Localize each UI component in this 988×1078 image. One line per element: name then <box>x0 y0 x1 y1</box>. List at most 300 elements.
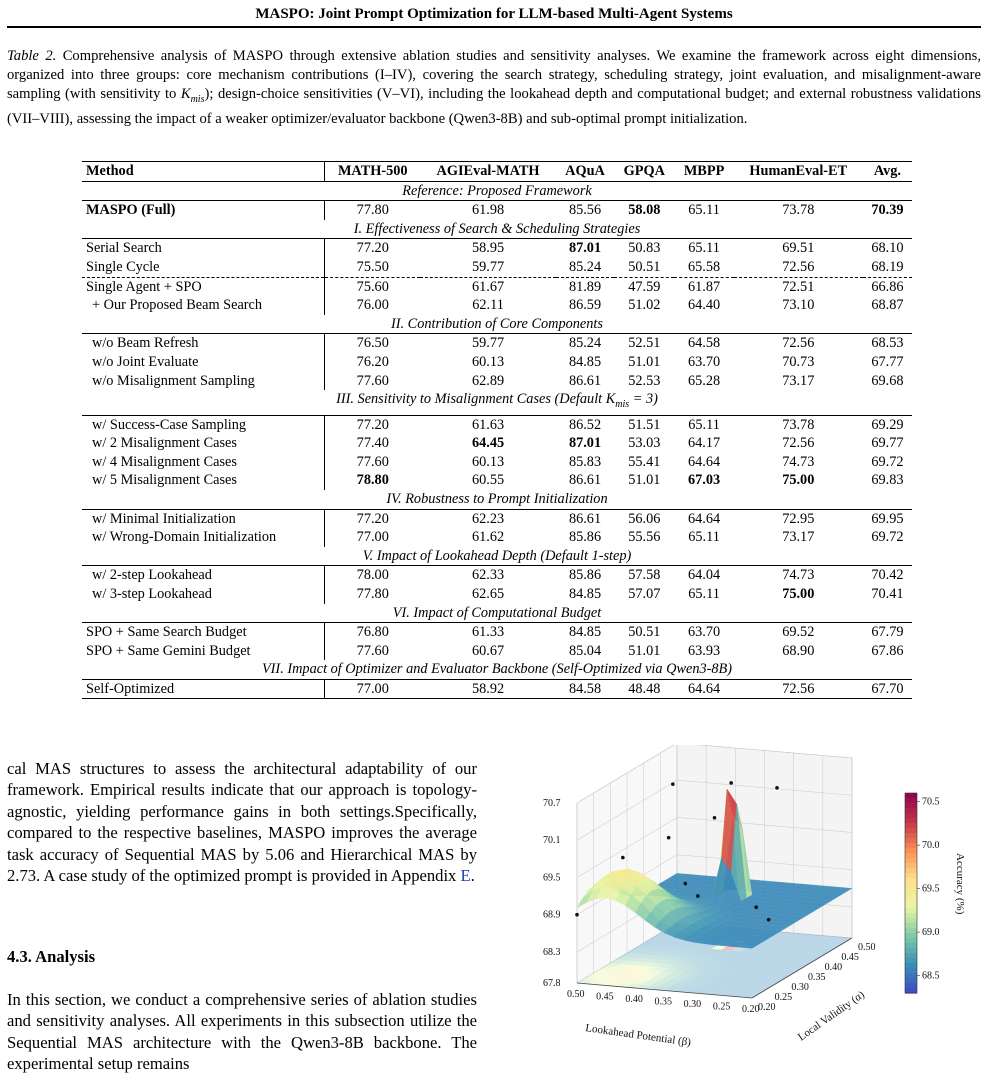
method-cell: MASPO (Full) <box>82 201 325 220</box>
table-row <box>82 679 912 699</box>
body-paragraph-1 <box>7 758 477 886</box>
x-tick-label: 0.40 <box>625 994 643 1005</box>
colorbar-segment <box>905 853 917 859</box>
section-row <box>82 181 912 201</box>
y-tick-label: 0.50 <box>858 942 876 953</box>
y-tick-label: 0.45 <box>841 952 859 963</box>
value-cell: 51.02 <box>628 297 661 314</box>
value-cell: 64.40 <box>687 297 721 314</box>
section-title <box>82 220 912 239</box>
value-cell: 87.01 <box>568 240 602 257</box>
value-cell: 70.73 <box>782 353 815 370</box>
section-title <box>82 181 912 201</box>
table-row <box>82 566 912 585</box>
x-tick-label: 0.35 <box>654 996 672 1008</box>
section-row <box>82 220 912 239</box>
value-cell: 60.67 <box>471 642 505 659</box>
z-tick-label: 69.5 <box>543 872 561 884</box>
section-row <box>82 547 912 566</box>
section-title-math: K <box>605 391 616 408</box>
value-cell: 85.56 <box>568 202 602 219</box>
value-cell: 86.52 <box>568 416 602 433</box>
colorbar-segment <box>905 938 917 944</box>
table-row <box>82 434 912 453</box>
header-rule <box>7 26 981 28</box>
value-cell: 61.98 <box>471 202 505 219</box>
value-cell: 69.29 <box>871 416 904 433</box>
value-cell: 73.78 <box>782 202 815 219</box>
table-row <box>82 623 912 642</box>
value-cell: 55.41 <box>628 453 661 470</box>
z-tick-label: 68.3 <box>543 946 561 958</box>
method-cell: w/ 5 Misalignment Cases <box>82 471 325 490</box>
y-axis-label: Local Validity (α) <box>795 988 867 1044</box>
method-cell: w/ 2-step Lookahead <box>82 566 325 585</box>
value-cell: 77.20 <box>356 416 389 433</box>
value-cell: 53.03 <box>628 435 661 452</box>
value-cell: 56.06 <box>628 510 661 527</box>
colorbar-segment <box>905 858 917 864</box>
value-cell: 70.41 <box>871 585 904 602</box>
value-cell: 48.48 <box>614 679 674 699</box>
value-cell: 64.64 <box>674 679 733 699</box>
colorbar-segment <box>905 833 917 839</box>
value-cell: 72.56 <box>782 335 815 352</box>
value-cell: 77.60 <box>356 453 389 470</box>
method-cell: SPO + Same Search Budget <box>82 623 325 642</box>
data-point <box>575 913 579 917</box>
value-cell: 64.64 <box>687 510 721 527</box>
method-cell: w/ Minimal Initialization <box>82 509 325 528</box>
value-cell: 50.83 <box>628 240 661 257</box>
table-row <box>82 277 912 296</box>
value-cell: 62.89 <box>471 372 505 389</box>
value-cell: 67.86 <box>871 642 904 659</box>
value-cell: 62.65 <box>471 585 505 602</box>
colorbar-segment <box>905 953 917 959</box>
body-paragraph-1-text: cal MAS structures to assess the architectural adaptability of our framework. Empirical results indicate that our approach is topology-agnostic, yielding performance gains in both settings.Specifically, compared to the respective baselines, MASPO improves the average task accuracy of Sequential MAS by 5.06 and Hierarchical MAS by 2.73. A case study of the optimized prompt is provided in Appendix <box>7 759 477 886</box>
colorbar-segment <box>905 883 917 889</box>
value-cell: 51.01 <box>628 472 661 489</box>
surface-plot-svg <box>505 745 975 1065</box>
value-cell: 63.70 <box>687 624 721 641</box>
value-cell: 74.73 <box>782 567 815 584</box>
section-title-text: I. Effectiveness of Search & Scheduling Strategies <box>353 220 641 237</box>
method-cell: w/ Wrong-Domain Initialization <box>82 528 325 547</box>
section-row <box>82 315 912 334</box>
value-cell: 75.00 <box>782 472 815 489</box>
value-cell: 69.72 <box>871 529 904 546</box>
value-cell: 60.13 <box>471 453 505 470</box>
value-cell: 77.00 <box>356 529 389 546</box>
caption-text: Comprehensive analysis of MASPO through extensive ablation studies and sensitivity analyses. We examine the framework across eight dimensions, organized into three groups: core mechanism contributions (I–IV), covering the search strategy, scheduling strategy, joint evaluation, and misalignment-aware sampling (with sensitivity to <box>7 48 982 103</box>
section-title <box>82 390 912 415</box>
data-point <box>767 918 771 922</box>
colorbar-tick-label: 70.0 <box>922 840 940 852</box>
value-cell: 68.87 <box>871 297 904 314</box>
section-title-math-sub: mis <box>615 398 630 410</box>
colorbar-segment <box>905 918 917 924</box>
table-row <box>82 239 912 258</box>
table-row <box>82 353 912 372</box>
value-cell: 60.55 <box>471 472 505 489</box>
value-cell: 68.53 <box>871 335 904 352</box>
x-axis-label: Lookahead Potential (β) <box>584 1022 692 1049</box>
value-cell: 85.24 <box>568 335 602 352</box>
colorbar-segment <box>905 793 917 799</box>
value-cell: 67.03 <box>687 472 721 489</box>
value-cell: 61.62 <box>471 529 505 546</box>
value-cell: 58.08 <box>628 202 661 219</box>
data-point <box>713 816 717 820</box>
value-cell: 75.50 <box>356 258 389 275</box>
value-cell: 84.85 <box>568 624 602 641</box>
value-cell: 57.58 <box>628 567 661 584</box>
surface-figure <box>505 745 975 1065</box>
value-cell: 66.86 <box>863 277 912 296</box>
colorbar-segment <box>905 913 917 919</box>
value-cell: 78.80 <box>356 472 389 489</box>
value-cell: 59.77 <box>471 258 505 275</box>
value-cell: 65.11 <box>688 585 720 602</box>
table-row <box>82 509 912 528</box>
data-point <box>775 786 779 790</box>
value-cell: 62.33 <box>471 567 505 584</box>
colorbar-segment <box>905 803 917 809</box>
value-cell: 70.39 <box>871 202 904 219</box>
value-cell: 50.51 <box>628 624 661 641</box>
value-cell: 85.86 <box>568 567 602 584</box>
data-point <box>667 836 671 840</box>
value-cell: 58.95 <box>471 240 505 257</box>
colorbar-tick-label: 69.5 <box>922 883 940 895</box>
value-cell: 51.01 <box>628 642 661 659</box>
section-title-text: V. Impact of Lookahead Depth (Default 1-step) <box>362 547 632 564</box>
colorbar-segment <box>905 948 917 954</box>
colorbar-tick-label: 70.5 <box>922 796 940 808</box>
value-cell: 59.77 <box>471 335 505 352</box>
z-tick-label: 67.8 <box>543 978 561 989</box>
value-cell: 81.89 <box>556 277 614 296</box>
value-cell: 87.01 <box>568 435 602 452</box>
value-cell: 86.61 <box>568 472 602 489</box>
value-cell: 69.72 <box>871 453 904 470</box>
colorbar-segment <box>905 798 917 804</box>
value-cell: 65.28 <box>687 372 721 389</box>
value-cell: 69.77 <box>871 435 904 452</box>
value-cell: 55.56 <box>628 529 661 546</box>
section-row <box>82 660 912 679</box>
data-point <box>696 894 700 898</box>
value-cell: 64.17 <box>687 435 721 452</box>
value-cell: 51.01 <box>628 353 661 370</box>
value-cell: 77.60 <box>356 642 389 659</box>
value-cell: 75.60 <box>325 277 420 296</box>
colorbar-segment <box>905 968 917 974</box>
method-cell: + Our Proposed Beam Search <box>82 296 325 315</box>
caption-label: Table 2. <box>7 48 57 64</box>
table-body <box>82 181 912 699</box>
section-title-text: VI. Impact of Computational Budget <box>392 604 602 621</box>
data-point <box>684 882 688 886</box>
x-tick-label: 0.20 <box>742 1004 760 1015</box>
body-paragraph-1-end: . <box>470 866 475 886</box>
method-cell: w/o Beam Refresh <box>82 334 325 353</box>
value-cell: 76.80 <box>356 624 389 641</box>
value-cell: 86.59 <box>568 297 602 314</box>
value-cell: 61.33 <box>471 624 505 641</box>
value-cell: 77.00 <box>325 679 420 699</box>
section-title <box>82 490 912 509</box>
value-cell: 65.11 <box>688 240 720 257</box>
method-cell: w/ 2 Misalignment Cases <box>82 434 325 453</box>
value-cell: 73.78 <box>782 416 815 433</box>
value-cell: 69.95 <box>871 510 904 527</box>
value-cell: 76.20 <box>356 353 389 370</box>
value-cell: 76.50 <box>356 335 389 352</box>
value-cell: 72.56 <box>782 435 815 452</box>
value-cell: 69.68 <box>871 372 904 389</box>
value-cell: 77.40 <box>356 435 389 452</box>
table-caption <box>7 47 981 129</box>
value-cell: 64.45 <box>471 435 505 452</box>
colorbar-segment <box>905 818 917 824</box>
section-title <box>82 604 912 623</box>
table-row <box>82 201 912 220</box>
y-tick-label: 0.40 <box>824 962 843 973</box>
y-tick-label: 0.30 <box>791 982 809 993</box>
value-cell: 64.64 <box>687 453 721 470</box>
value-cell: 85.86 <box>568 529 602 546</box>
colorbar-segment <box>905 923 917 929</box>
colorbar-segment <box>905 873 917 879</box>
value-cell: 61.67 <box>420 277 556 296</box>
colorbar-segment <box>905 848 917 854</box>
colorbar-segment <box>905 963 917 969</box>
value-cell: 62.23 <box>471 510 505 527</box>
col-header-avg: Avg. <box>863 162 912 182</box>
data-point <box>671 782 675 786</box>
col-header-humaneval: HumanEval-ET <box>734 162 863 182</box>
value-cell: 75.00 <box>782 585 815 602</box>
colorbar-segment <box>905 888 917 894</box>
method-cell: Serial Search <box>82 239 325 258</box>
method-cell: SPO + Same Gemini Budget <box>82 642 325 661</box>
colorbar-segment <box>905 983 917 989</box>
value-cell: 69.52 <box>782 624 815 641</box>
table-row <box>82 415 912 434</box>
value-cell: 65.58 <box>687 258 721 275</box>
value-cell: 72.51 <box>734 277 863 296</box>
method-cell: w/ 3-step Lookahead <box>82 585 325 604</box>
table-row <box>82 453 912 472</box>
value-cell: 68.10 <box>871 240 904 257</box>
method-cell: Single Agent + SPO <box>82 277 325 296</box>
col-header-method: Method <box>82 162 325 182</box>
value-cell: 69.51 <box>782 240 815 257</box>
table-row <box>82 471 912 490</box>
colorbar-tick-label: 69.0 <box>922 927 940 939</box>
value-cell: 85.24 <box>568 258 602 275</box>
x-tick-label: 0.45 <box>596 991 614 1003</box>
x-tick-label: 0.25 <box>712 1001 731 1013</box>
col-header-gpqa: GPQA <box>614 162 674 182</box>
section-row <box>82 490 912 509</box>
value-cell: 72.95 <box>782 510 815 527</box>
colorbar-segment <box>905 928 917 934</box>
section-title <box>82 660 912 679</box>
value-cell: 52.51 <box>628 335 661 352</box>
colorbar-segment <box>905 808 917 814</box>
section-title-text: IV. Robustness to Prompt Initialization <box>386 490 608 507</box>
colorbar-tick-label: 68.5 <box>922 970 940 982</box>
value-cell: 73.17 <box>782 372 815 389</box>
caption-text-2: ); design-choice sensitivities (V–VI), including the lookahead depth and computational budget; and external robustness validations (VII–VIII), assessing the impact of a weaker optimizer/evaluator backbone (Qwen3-8B) and sub-optimal prompt initialization. <box>7 86 981 127</box>
method-cell: w/ Success-Case Sampling <box>82 415 325 434</box>
value-cell: 68.90 <box>782 642 815 659</box>
x-tick-label: 0.30 <box>683 999 702 1010</box>
method-cell: w/o Misalignment Sampling <box>82 372 325 391</box>
value-cell: 65.11 <box>688 202 720 219</box>
method-cell: w/o Joint Evaluate <box>82 353 325 372</box>
table-row <box>82 585 912 604</box>
z-tick-label: 70.7 <box>543 798 561 809</box>
value-cell: 47.59 <box>614 277 674 296</box>
section-row <box>82 604 912 623</box>
running-head: MASPO: Joint Prompt Optimization for LLM-based Multi-Agent Systems <box>255 6 733 22</box>
table-row <box>82 334 912 353</box>
value-cell: 60.13 <box>471 353 505 370</box>
value-cell: 58.92 <box>420 679 556 699</box>
value-cell: 63.93 <box>687 642 721 659</box>
table-row <box>82 528 912 547</box>
caption-math <box>180 86 205 106</box>
value-cell: 84.85 <box>568 353 602 370</box>
data-point <box>754 905 758 909</box>
col-header-mbpp: MBPP <box>674 162 733 182</box>
caption-math-sub: mis <box>190 94 205 106</box>
appendix-link[interactable]: E <box>460 866 471 886</box>
data-point <box>621 856 625 860</box>
value-cell: 67.77 <box>871 353 904 370</box>
value-cell: 64.58 <box>687 335 721 352</box>
value-cell: 74.73 <box>782 453 815 470</box>
x-tick-label: 0.50 <box>567 989 585 1000</box>
value-cell: 86.61 <box>568 372 602 389</box>
value-cell: 73.10 <box>782 297 815 314</box>
colorbar-segment <box>905 828 917 834</box>
table-row <box>82 372 912 391</box>
value-cell: 86.61 <box>568 510 602 527</box>
z-tick-label: 70.1 <box>543 835 561 847</box>
colorbar-segment <box>905 903 917 909</box>
method-cell: Self-Optimized <box>82 679 325 699</box>
body-paragraph-2: In this section, we conduct a comprehensive series of ablation studies and sensitivity analyses. All experiments in this subsection utilize the Sequential MAS architecture with the Qwen3-8B backbone. The experimental setup remains <box>7 990 477 1074</box>
section-title <box>82 315 912 334</box>
method-cell: w/ 4 Misalignment Cases <box>82 453 325 472</box>
data-point <box>729 781 733 785</box>
colorbar-segment <box>905 908 917 914</box>
value-cell: 70.42 <box>871 567 904 584</box>
value-cell: 67.70 <box>863 679 912 699</box>
value-cell: 67.79 <box>871 624 904 641</box>
value-cell: 61.87 <box>674 277 733 296</box>
method-cell: Single Cycle <box>82 258 325 277</box>
col-header-math500: MATH-500 <box>325 162 420 182</box>
value-cell: 78.00 <box>356 567 389 584</box>
value-cell: 85.83 <box>568 453 602 470</box>
colorbar-segment <box>905 933 917 939</box>
value-cell: 51.51 <box>628 416 661 433</box>
colorbar-segment <box>905 978 917 984</box>
colorbar <box>905 793 920 994</box>
colorbar-segment <box>905 878 917 884</box>
table-row <box>82 296 912 315</box>
value-cell: 62.11 <box>472 297 504 314</box>
colorbar-segment <box>905 868 917 874</box>
section-title-text: VII. Impact of Optimizer and Evaluator Backbone (Self-Optimized via Qwen3-8B) <box>261 661 733 678</box>
value-cell: 65.11 <box>688 416 720 433</box>
colorbar-segment <box>905 943 917 949</box>
value-cell: 63.70 <box>687 353 721 370</box>
results-table <box>82 161 912 699</box>
y-tick-label: 0.20 <box>758 1002 776 1013</box>
caption-math-k: K <box>180 86 191 103</box>
value-cell: 77.20 <box>356 510 389 527</box>
colorbar-segment <box>905 863 917 869</box>
value-cell: 77.80 <box>356 202 389 219</box>
value-cell: 73.17 <box>782 529 815 546</box>
value-cell: 64.04 <box>687 567 721 584</box>
table-row <box>82 642 912 661</box>
table-row <box>82 258 912 277</box>
value-cell: 68.19 <box>871 258 904 275</box>
value-cell: 61.63 <box>471 416 505 433</box>
colorbar-segment <box>905 973 917 979</box>
value-cell: 77.80 <box>356 585 389 602</box>
table-header-row <box>82 162 912 182</box>
colorbar-segment <box>905 898 917 904</box>
colorbar-segment <box>905 838 917 844</box>
section-heading: 4.3. Analysis <box>7 947 96 966</box>
value-cell: 72.56 <box>734 679 863 699</box>
section-title-text: III. Sensitivity to Misalignment Cases (Default <box>336 391 606 408</box>
colorbar-segment <box>905 893 917 899</box>
value-cell: 72.56 <box>782 258 815 275</box>
col-header-agieval: AGIEval-MATH <box>420 162 556 182</box>
section-row <box>82 390 912 415</box>
colorbar-segment <box>905 823 917 829</box>
colorbar-segment <box>905 813 917 819</box>
value-cell: 65.11 <box>688 529 720 546</box>
colorbar-segment <box>905 958 917 964</box>
z-tick-label: 68.9 <box>543 909 561 921</box>
section-title-tail: = 3) <box>629 391 658 408</box>
section-title <box>82 547 912 566</box>
value-cell: 76.00 <box>356 297 389 314</box>
value-cell: 52.53 <box>628 372 661 389</box>
y-tick-label: 0.35 <box>808 972 826 983</box>
value-cell: 50.51 <box>628 258 661 275</box>
colorbar-segment <box>905 843 917 849</box>
value-cell: 77.20 <box>356 240 389 257</box>
value-cell: 57.07 <box>628 585 661 602</box>
col-header-aqua: AQuA <box>556 162 614 182</box>
section-title-text: Reference: Proposed Framework <box>402 182 592 199</box>
value-cell: 69.83 <box>871 472 904 489</box>
value-cell: 84.58 <box>556 679 614 699</box>
value-cell: 84.85 <box>568 585 602 602</box>
